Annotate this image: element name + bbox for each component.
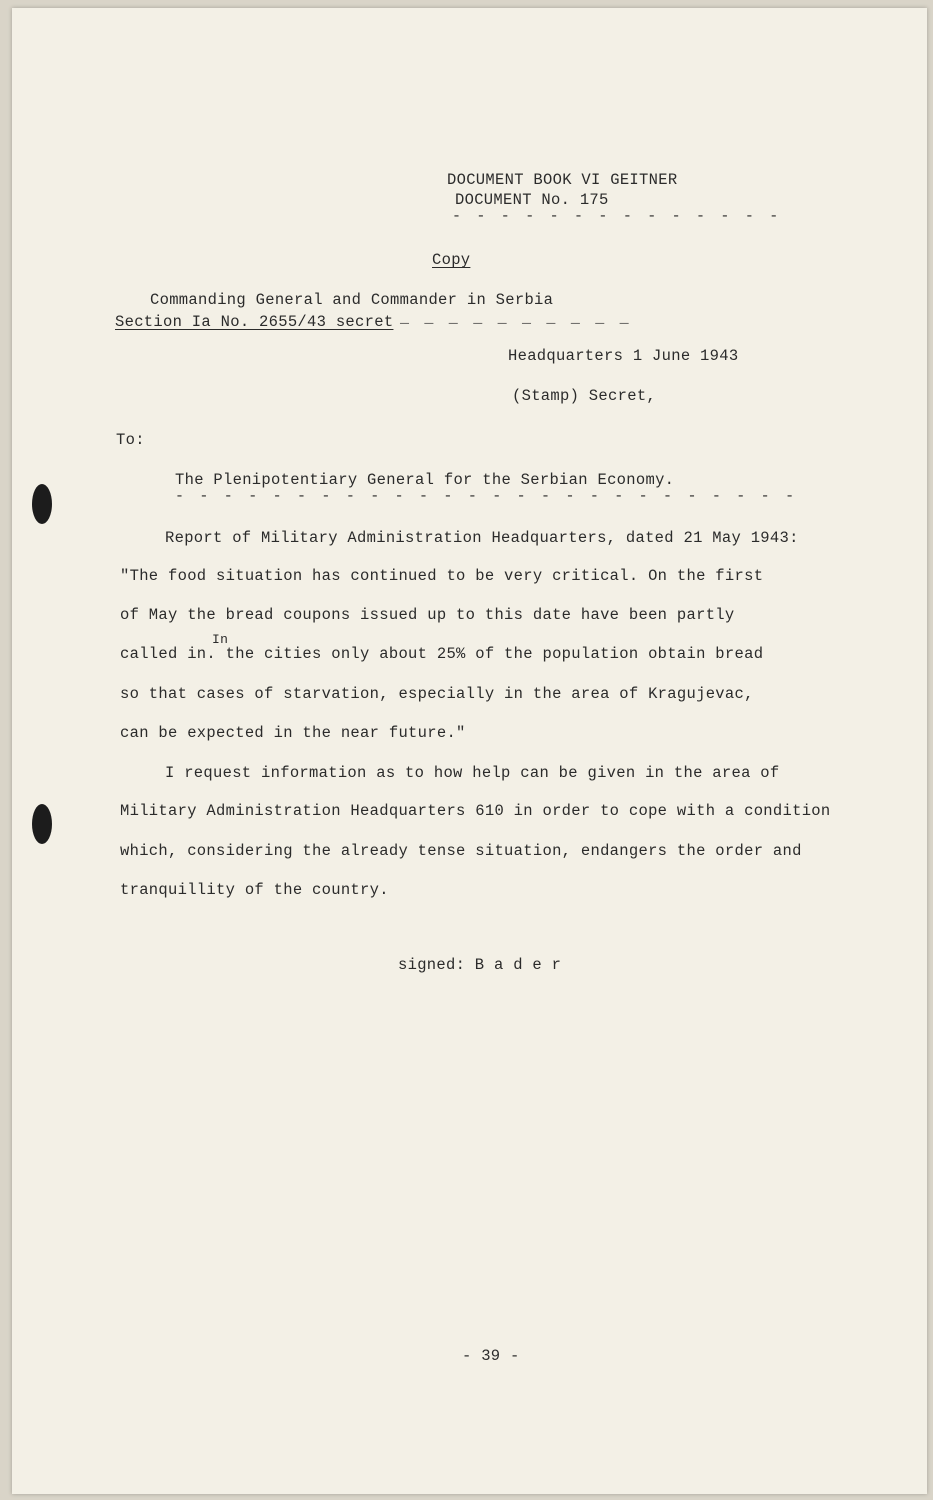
body-line: I request information as to how help can be given in the area of — [165, 764, 780, 782]
body-line: Military Administration Headquarters 610 in order to cope with a condition — [120, 802, 831, 820]
body-line: so that cases of starvation, especially in the area of Kragujevac, — [120, 685, 754, 703]
section-dashes: _ _ _ _ _ _ _ _ _ _ — [400, 310, 632, 327]
body-line: can be expected in the near future." — [120, 724, 466, 742]
to-label: To: — [116, 431, 145, 449]
signature-line: signed: B a d e r — [398, 956, 562, 974]
heading-underline: - - - - - - - - - - - - - - — [452, 208, 782, 225]
document-page — [12, 8, 927, 1494]
handwritten-insertion: In — [212, 632, 229, 647]
recipient-name: The Plenipotentiary General for the Serbian Economy. — [175, 471, 675, 489]
copy-label: Copy — [432, 251, 471, 269]
section-reference: Section Ia No. 2655/43 secret — [115, 313, 394, 331]
body-line: "The food situation has continued to be very critical. On the first — [120, 567, 764, 585]
recipient-underline: - - - - - - - - - - - - - - - - - - - - - - - - - - — [175, 488, 798, 505]
body-line: which, considering the already tense situation, endangers the order and — [120, 842, 802, 860]
body-line: of May the bread coupons issued up to this date have been partly — [120, 606, 735, 624]
page-number: - 39 - — [462, 1347, 520, 1365]
document-book-heading: DOCUMENT BOOK VI GEITNER — [447, 171, 678, 189]
document-number: DOCUMENT No. 175 — [455, 191, 609, 209]
sender-line: Commanding General and Commander in Serbia — [150, 291, 554, 309]
body-line: tranquillity of the country. — [120, 881, 389, 899]
body-line: called in. the cities only about 25% of the population obtain bread — [120, 645, 764, 663]
body-line: Report of Military Administration Headquarters, dated 21 May 1943: — [165, 529, 799, 547]
place-date: Headquarters 1 June 1943 — [508, 347, 739, 365]
punch-hole — [32, 484, 52, 524]
classification-stamp: (Stamp) Secret, — [512, 387, 657, 405]
punch-hole — [32, 804, 52, 844]
